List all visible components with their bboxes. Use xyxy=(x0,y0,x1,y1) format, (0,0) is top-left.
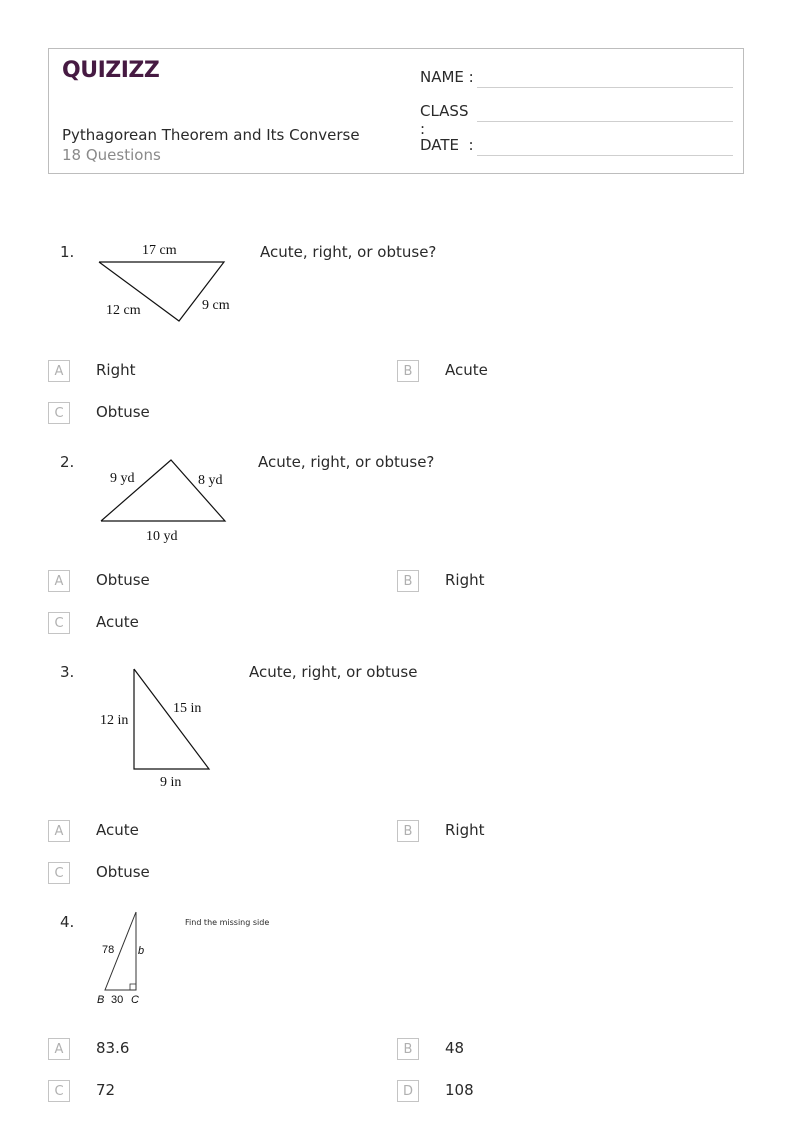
worksheet-header xyxy=(48,48,744,174)
question-number: 1. xyxy=(60,243,75,261)
question-text: Acute, right, or obtuse xyxy=(249,663,418,681)
option-label: 48 xyxy=(445,1039,465,1057)
option-label: Obtuse xyxy=(96,863,150,881)
option-label: Right xyxy=(445,821,485,839)
question-text: Find the missing side xyxy=(185,918,270,927)
question-text: Acute, right, or obtuse? xyxy=(258,453,435,471)
side-label: 8 yd xyxy=(198,473,223,488)
side-label: 10 yd xyxy=(146,529,178,544)
side-b-label: b xyxy=(138,945,145,957)
option-letter-box: C xyxy=(48,612,70,634)
vertex-c-label: C xyxy=(131,994,139,1006)
option-letter-box: B xyxy=(397,360,419,382)
option-label: Acute xyxy=(96,613,139,631)
option-label: Right xyxy=(96,361,136,379)
side-label: 12 in xyxy=(100,713,129,728)
option-letter-box: A xyxy=(48,570,70,592)
option-label: Obtuse xyxy=(96,403,150,421)
option-label: 108 xyxy=(445,1081,474,1099)
option-label: Acute xyxy=(445,361,488,379)
acute-triangle-figure xyxy=(95,452,245,547)
option-label: Obtuse xyxy=(96,571,150,589)
date-input-line[interactable] xyxy=(477,155,733,156)
obtuse-triangle-figure xyxy=(95,238,245,328)
side-label: 9 yd xyxy=(110,471,135,486)
worksheet-title: Pythagorean Theorem and Its Converse xyxy=(62,126,360,144)
name-input-line[interactable] xyxy=(477,87,733,88)
option-letter-box: D xyxy=(397,1080,419,1102)
right-triangle-missing-side-figure xyxy=(95,908,165,1008)
class-label: CLASS : xyxy=(420,102,469,138)
option-letter-box: B xyxy=(397,820,419,842)
option-letter-box: C xyxy=(48,1080,70,1102)
option-letter-box: C xyxy=(48,862,70,884)
option-letter-box: B xyxy=(397,570,419,592)
question-text: Acute, right, or obtuse? xyxy=(260,243,437,261)
option-letter-box: B xyxy=(397,1038,419,1060)
class-field[interactable] xyxy=(420,102,476,138)
date-label: DATE : xyxy=(420,136,474,154)
name-field[interactable] xyxy=(420,68,476,86)
option-label: Right xyxy=(445,571,485,589)
date-field[interactable] xyxy=(420,136,476,154)
vertex-b-label: B xyxy=(97,994,105,1006)
option-letter-box: A xyxy=(48,820,70,842)
option-label: 72 xyxy=(96,1081,116,1099)
question-number: 2. xyxy=(60,453,75,471)
class-input-line[interactable] xyxy=(477,121,733,122)
side-label: 9 in xyxy=(160,775,182,790)
side-label: 17 cm xyxy=(142,243,177,258)
option-letter-box: A xyxy=(48,360,70,382)
option-letter-box: A xyxy=(48,1038,70,1060)
hypotenuse-label: 78 xyxy=(102,944,115,956)
option-label: Acute xyxy=(96,821,139,839)
option-letter-box: C xyxy=(48,402,70,424)
name-label: NAME : xyxy=(420,68,474,86)
question-count: 18 Questions xyxy=(62,146,161,164)
base-label: 30 xyxy=(111,994,124,1006)
option-label: 83.6 xyxy=(96,1039,130,1057)
question-number: 4. xyxy=(60,913,75,931)
side-label: 9 cm xyxy=(202,298,230,313)
side-label: 12 cm xyxy=(106,303,141,318)
side-label: 15 in xyxy=(173,701,202,716)
right-triangle-figure xyxy=(95,662,225,792)
quizizz-logo: QUIZIZZ xyxy=(62,58,160,83)
question-number: 3. xyxy=(60,663,75,681)
